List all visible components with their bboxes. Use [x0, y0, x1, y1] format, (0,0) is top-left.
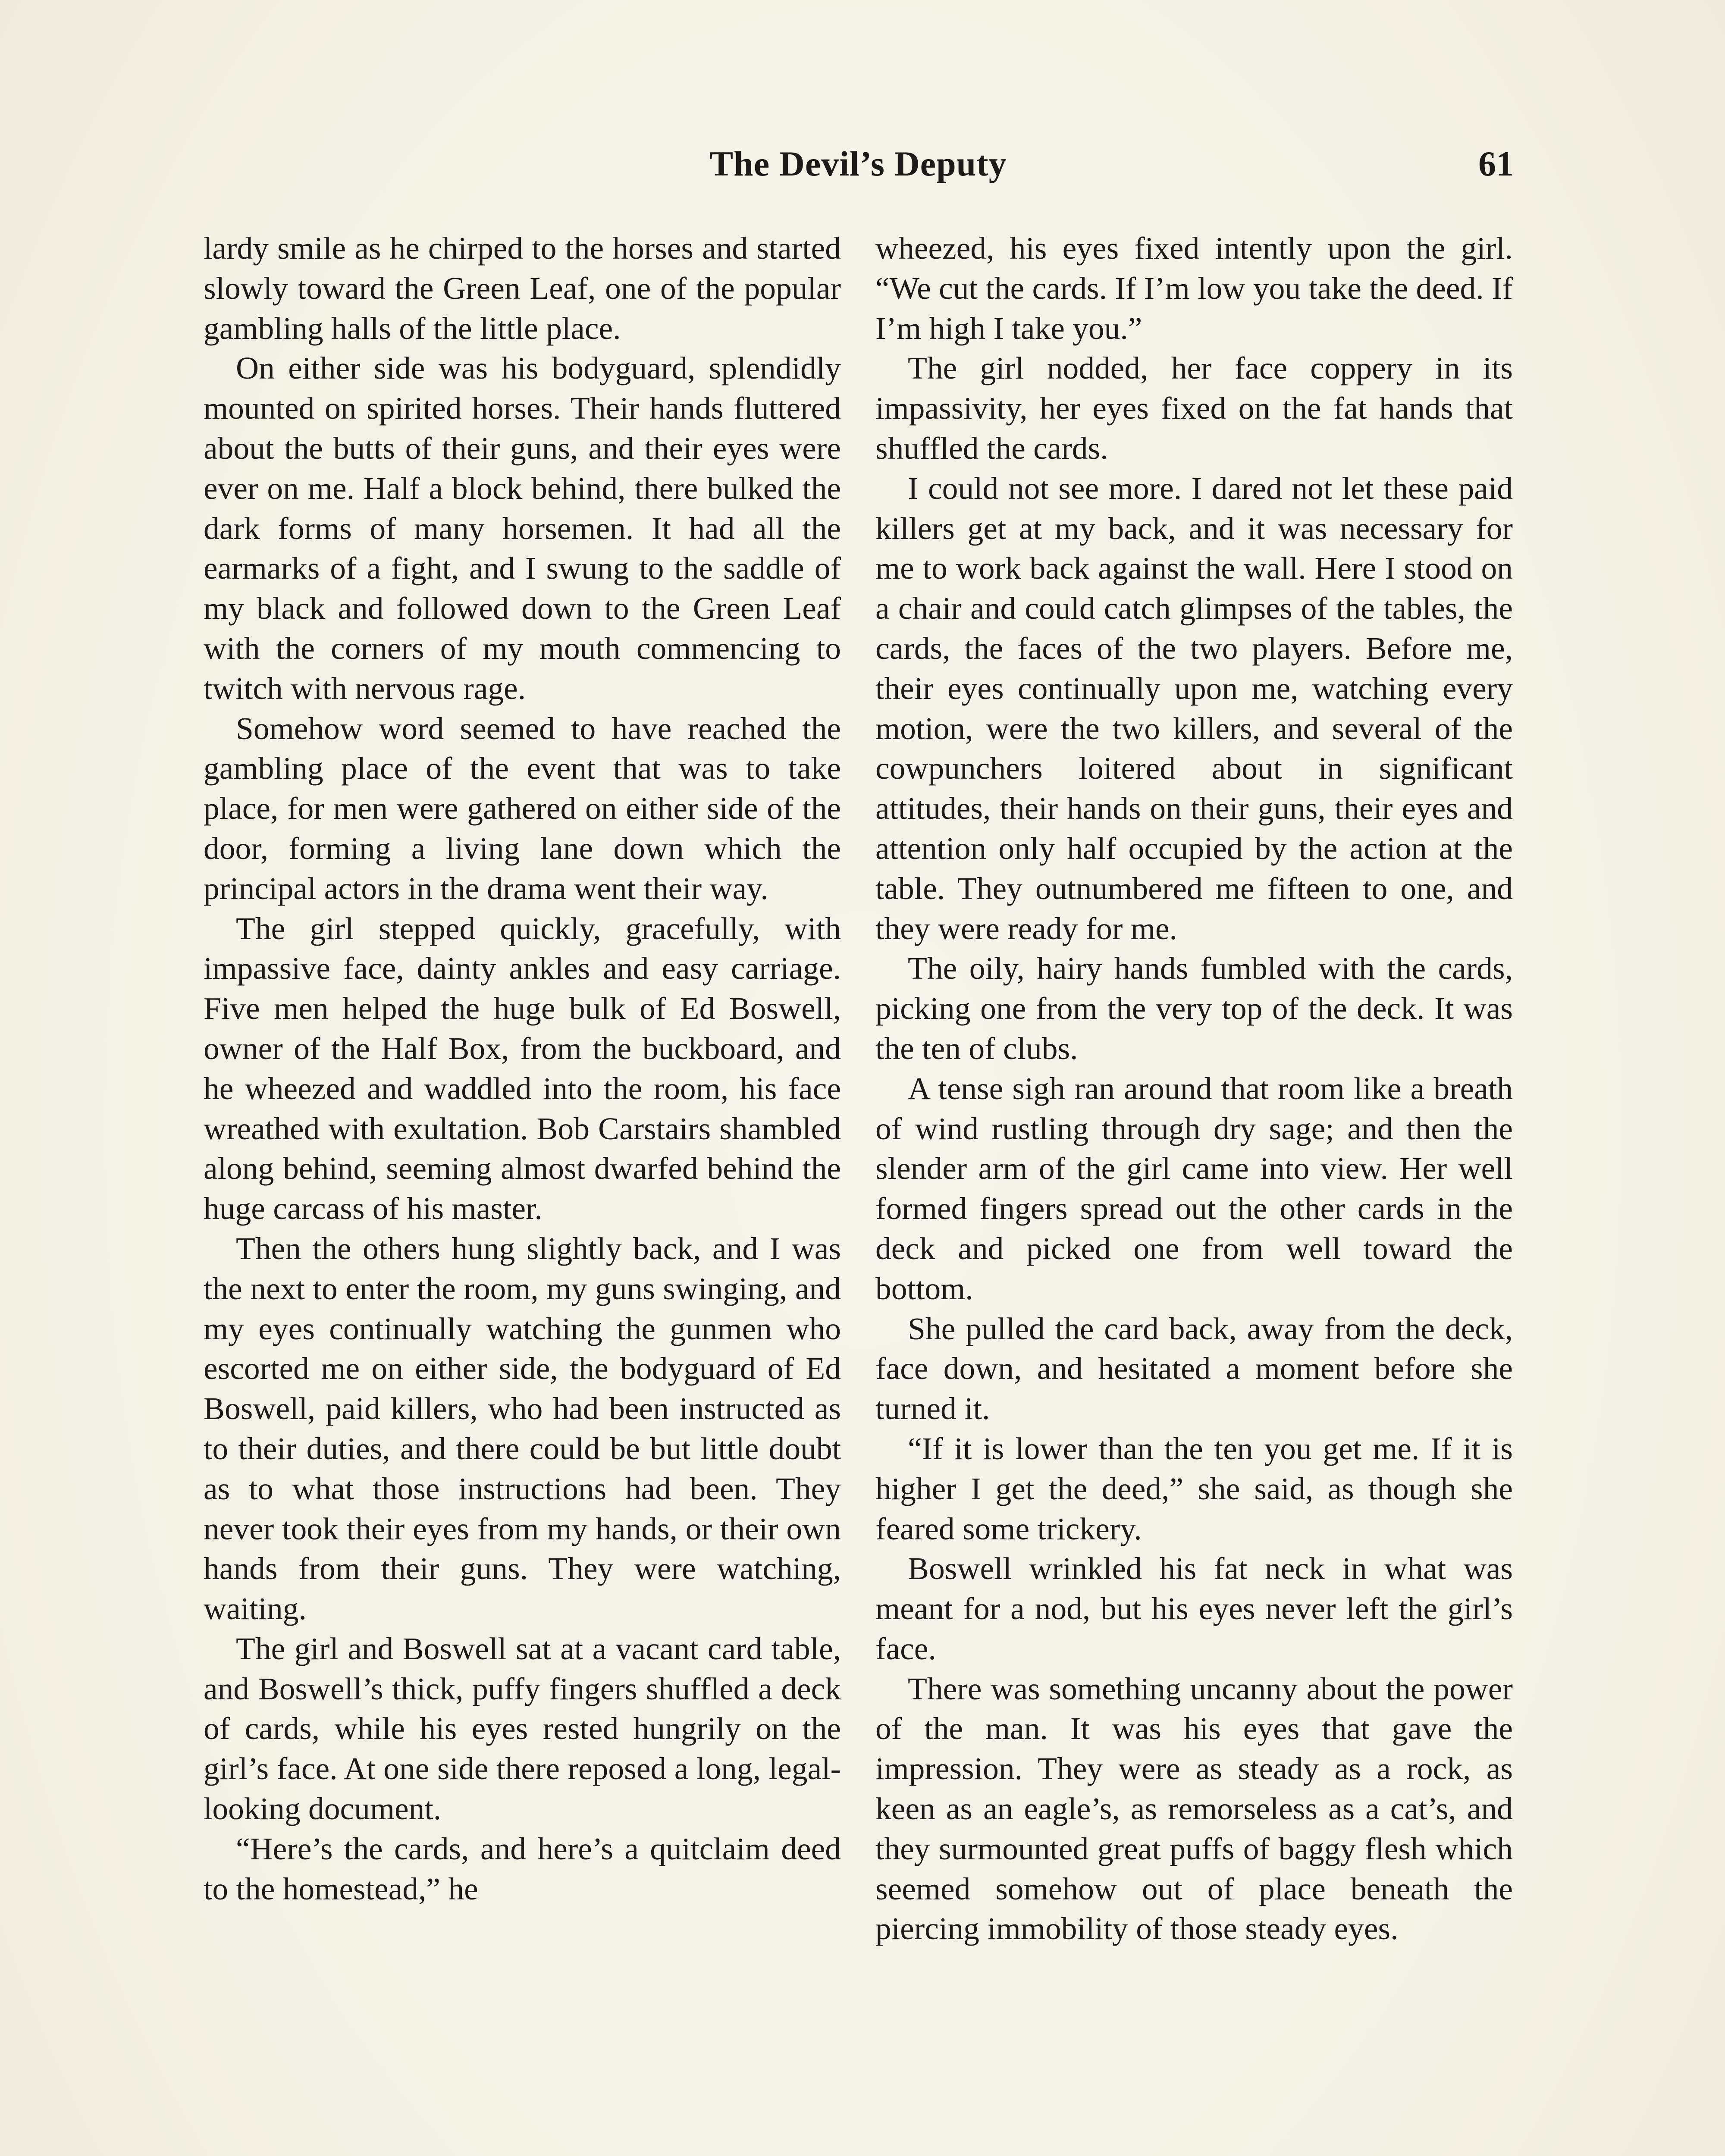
page-number: 61: [1478, 144, 1514, 183]
paragraph: A tense sigh ran around that room like a breath of wind rustling through dry sage; and then the slender arm of the girl came into view. Her well formed fingers spread out the other cards in the deck and picked one from well toward the bottom.: [875, 1071, 1513, 1306]
paragraph: I could not see more. I dared not let these paid killers get at my back, and it was necessary for me to work back against the wall. Here I stood on a chair and could catch glimpses of the tables, the cards, the faces of the two players. Before me, their eyes continually upon me, watching every motion, were the two killers, and several of the cowpunchers loitered about in significant attitudes, their hands on their guns, their eyes and attention only half occupied by the action at the table. They outnumbered me fifteen to one, and they were ready for me.: [875, 470, 1513, 946]
paragraph: The girl and Boswell sat at a vacant card table, and Boswell’s thick, puffy fingers shuffled a deck of cards, while his eyes rested hungrily on the girl’s face. At one side there reposed a long, legal-looking document.: [204, 1631, 841, 1827]
right-text-column: [875, 229, 1513, 1949]
story-title: The Devil’s Deputy: [709, 144, 1007, 183]
paragraph: The girl stepped quickly, gracefully, with impassive face, dainty ankles and easy carriage. Five men helped the huge bulk of Ed Boswell, owner of the Half Box, from the buckboard, and he wheezed and waddled into the room, his face wreathed with exultation. Bob Carstairs shambled along behind, seeming almost dwarfed behind the huge carcass of his master.: [204, 911, 841, 1226]
paragraph: The oily, hairy hands fumbled with the cards, picking one from the very top of the deck. It was the ten of clubs.: [875, 951, 1513, 1066]
paragraph: She pulled the card back, away from the deck, face down, and hesitated a moment before she turned it.: [875, 1311, 1513, 1426]
paragraph: Boswell wrinkled his fat neck in what was meant for a nod, but his eyes never left the girl’s face.: [875, 1551, 1513, 1666]
paragraph: The girl nodded, her face coppery in its impassivity, her eyes fixed on the fat hands that shuffled the cards.: [875, 351, 1513, 466]
running-header: [203, 138, 1514, 190]
paragraph: There was something uncanny about the power of the man. It was his eyes that gave the impression. They were as steady as a rock, as keen as an eagle’s, as remorseless as a cat’s, and they surmounted great puffs of baggy flesh which seemed somehow out of place beneath the piercing immobility of those steady eyes.: [875, 1671, 1513, 1946]
paragraph: Then the others hung slightly back, and I was the next to enter the room, my guns swinging, and my eyes continually watching the gunmen who escorted me on either side, the bodyguard of Ed Boswell, paid killers, who had been instructed as to their duties, and there could be but little doubt as to what those instructions had been. They never took their eyes from my hands, or their own hands from their guns. They were watching, waiting.: [204, 1231, 841, 1626]
paragraph: wheezed, his eyes fixed intently upon the girl. “We cut the cards. If I’m low you take the deed. If I’m high I take you.”: [875, 231, 1513, 346]
paragraph: lardy smile as he chirped to the horses and started slowly toward the Green Leaf, one of the popular gambling halls of the little place.: [204, 231, 841, 346]
paragraph: On either side was his bodyguard, splendidly mounted on spirited horses. Their hands fluttered about the butts of their guns, and their eyes were ever on me. Half a block behind, there bulked the dark forms of many horsemen. It had all the earmarks of a fight, and I swung to the saddle of my black and followed down to the Green Leaf with the corners of my mouth commencing to twitch with nervous rage.: [204, 351, 841, 706]
paragraph: “Here’s the cards, and here’s a quitclaim deed to the homestead,” he: [204, 1831, 841, 1906]
paragraph: Somehow word seemed to have reached the gambling place of the event that was to take place, for men were gathered on either side of the door, forming a living lane down which the principal actors in the drama went their way.: [204, 711, 841, 906]
left-text-column: [204, 229, 841, 1909]
paragraph: “If it is lower than the ten you get me. If it is higher I get the deed,” she said, as though she feared some trickery.: [875, 1431, 1513, 1546]
